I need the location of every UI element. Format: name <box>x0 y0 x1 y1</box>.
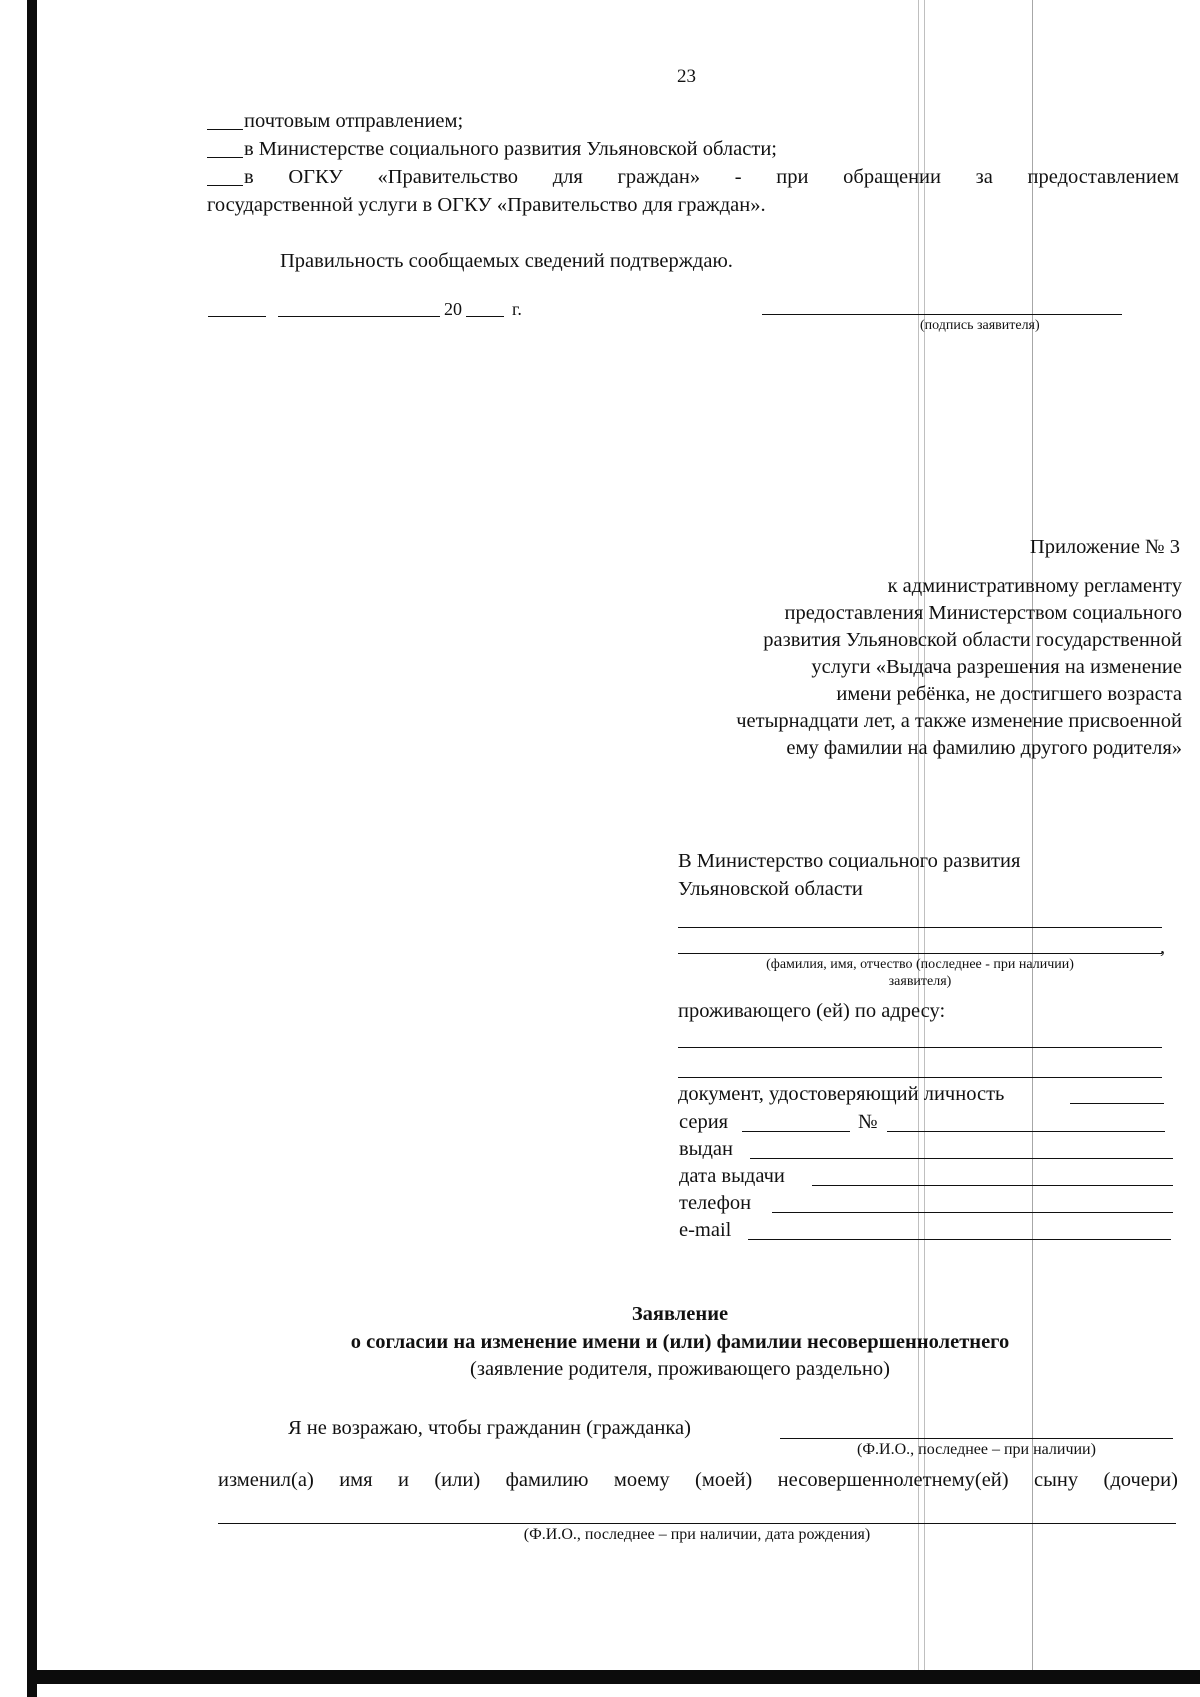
email-blank <box>748 1239 1171 1240</box>
date-year-suffix: г. <box>512 299 522 319</box>
signature-line <box>762 314 1122 315</box>
signature-caption: (подпись заявителя) <box>920 318 1040 333</box>
appendix-line: предоставления Министерством социального <box>784 602 1182 624</box>
applicant-name-caption: заявителя) <box>888 974 952 989</box>
applicant-name-comma: , <box>1160 936 1166 958</box>
applicant-name-blank <box>678 953 1162 954</box>
number-label: № <box>858 1111 878 1133</box>
child-name-caption: (Ф.И.О., последнее – при наличии, дата рождения) <box>523 1526 871 1543</box>
statement-subtitle: о согласии на изменение имени и (или) фамилии несовершеннолетнего <box>350 1331 1010 1353</box>
child-name-blank <box>218 1523 1176 1524</box>
appendix-line: четырнадцати лет, а также изменение присвоенной <box>736 710 1182 732</box>
appendix-line: услуги «Выдача разрешения на изменение <box>811 656 1182 678</box>
id-document-blank <box>1070 1103 1164 1104</box>
statement-text-2: изменил(а) имя и (или) фамилию моему (моей) несовершеннолетнему(ей) сыну (дочери) <box>218 1469 1178 1491</box>
issue-date-label: дата выдачи <box>679 1165 785 1187</box>
residing-label: проживающего (ей) по адресу: <box>678 1000 946 1022</box>
checkbox-blank <box>207 157 243 158</box>
issue-date-blank <box>812 1185 1173 1186</box>
applicant-name-caption: (фамилия, имя, отчество (последнее - при наличии) <box>766 957 1074 972</box>
date-year-prefix: 20 <box>444 299 462 319</box>
citizen-name-blank <box>780 1438 1173 1439</box>
delivery-option-ogku: в ОГКУ «Правительство для граждан» - при обращении за предоставлением <box>244 166 1179 188</box>
appendix-line: ему фамилии на фамилию другого родителя» <box>786 737 1182 759</box>
checkbox-blank <box>207 185 243 186</box>
delivery-option-ministry: в Министерстве социального развития Ульяновской области; <box>244 138 777 160</box>
addressee-line1: В Министерство социального развития <box>678 850 1021 872</box>
address-blank <box>678 1047 1162 1048</box>
appendix-title: Приложение № 3 <box>1029 536 1180 558</box>
issued-label: выдан <box>679 1138 733 1160</box>
issued-blank <box>750 1158 1173 1159</box>
scan-border-left <box>27 0 37 1697</box>
statement-note: (заявление родителя, проживающего раздельно) <box>470 1358 890 1380</box>
series-label: серия <box>679 1111 729 1133</box>
appendix-line: развития Ульяновской области государственной <box>763 629 1182 651</box>
phone-label: телефон <box>679 1192 752 1214</box>
addressee-line2: Ульяновской области <box>678 878 863 900</box>
appendix-line: к административному регламенту <box>887 575 1182 597</box>
delivery-option-mail: почтовым отправлением; <box>244 110 464 132</box>
delivery-option-ogku-cont: государственной услуги в ОГКУ «Правительство для граждан». <box>207 194 766 216</box>
page-number: 23 <box>677 66 696 87</box>
date-day-blank <box>208 316 266 317</box>
date-year-blank <box>466 316 504 317</box>
id-document-label: документ, удостоверяющий личность <box>678 1083 1005 1105</box>
email-label: e-mail <box>679 1219 732 1241</box>
number-blank <box>887 1131 1165 1132</box>
appendix-line: имени ребёнка, не достигшего возраста <box>836 683 1182 705</box>
scan-streak <box>1032 0 1033 1670</box>
scan-streak <box>918 0 919 1670</box>
date-month-blank <box>278 316 440 317</box>
statement-text-1: Я не возражаю, чтобы гражданин (гражданка) <box>288 1417 691 1439</box>
applicant-name-blank <box>678 927 1162 928</box>
address-blank <box>678 1077 1162 1078</box>
series-blank <box>742 1131 850 1132</box>
scan-border-bottom <box>27 1670 1200 1684</box>
phone-blank <box>772 1212 1173 1213</box>
citizen-name-caption: (Ф.И.О., последнее – при наличии) <box>857 1441 1096 1458</box>
confirmation-text: Правильность сообщаемых сведений подтверждаю. <box>280 250 733 272</box>
statement-title: Заявление <box>631 1303 729 1325</box>
checkbox-blank <box>207 129 243 130</box>
scan-streak <box>924 0 925 1670</box>
